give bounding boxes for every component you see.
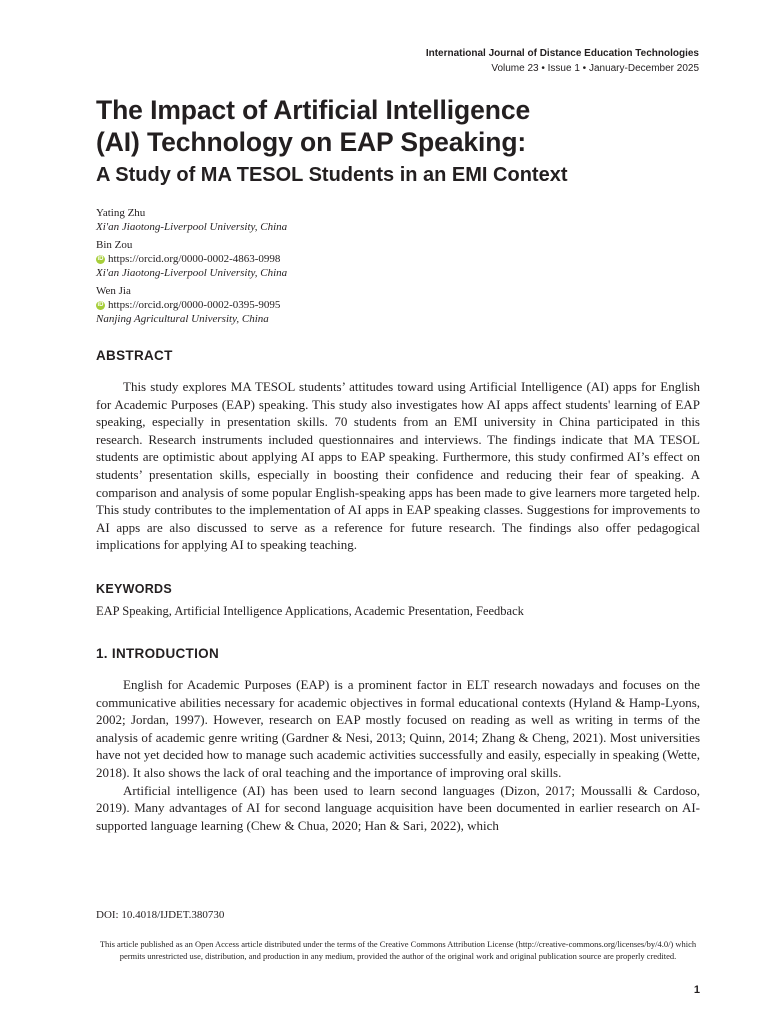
- introduction-heading: 1. INTRODUCTION: [96, 646, 220, 661]
- introduction-body: [96, 676, 700, 834]
- abstract-heading: ABSTRACT: [96, 348, 173, 363]
- orcid-url[interactable]: https://orcid.org/0000-0002-0395-9095: [108, 299, 281, 311]
- license-notice: This article published as an Open Access article distributed under the terms of the Creative Commons Attribution License (http://creative-commons.org/licenses/by/4.0/) which permits unrestricted use, distribution, and production in any medium, provided the author of the original work and original publication source are properly credited.: [99, 939, 697, 961]
- page-number: 1: [693, 984, 700, 996]
- orcid-icon: iD: [97, 255, 104, 262]
- author-entry: [96, 284, 696, 326]
- author-name: Bin Zou: [96, 239, 133, 251]
- introduction-paragraph: Artificial intelligence (AI) has been used to learn second languages (Dizon, 2017; Moussalli & Cardoso, 2019). Many advantages of AI for second language acquisition have been documented in earlier research on AI-supported language learning (Chew & Chua, 2020; Han & Sari, 2022), which: [96, 782, 700, 833]
- author-entry: [96, 206, 696, 234]
- author-name: Wen Jia: [96, 285, 131, 297]
- abstract-body: [96, 378, 700, 554]
- author-name: Yating Zhu: [96, 207, 146, 219]
- title-line-1: The Impact of Artificial Intelligence: [96, 95, 531, 125]
- author-list: [96, 206, 696, 330]
- author-affiliation: Xi'an Jiaotong-Liverpool University, China: [96, 221, 288, 233]
- title-block: [96, 94, 716, 188]
- title-line-2: (AI) Technology on EAP Speaking:: [96, 127, 527, 157]
- orcid-url[interactable]: https://orcid.org/0000-0002-4863-0998: [108, 253, 281, 265]
- orcid-link[interactable]: [96, 252, 696, 266]
- orcid-link[interactable]: [96, 298, 696, 312]
- journal-issue: Volume 23 • Issue 1 • January-December 2025: [491, 63, 699, 74]
- introduction-paragraph: English for Academic Purposes (EAP) is a prominent factor in ELT research nowadays and focuses on the communicative abilities necessary for academic objectives in formal educational contexts (Hyland & Hamp-Lyons, 2002; Jordan, 1997). However, research on EAP mostly focused on reading as well as writing in terms of the analysis of academic genre writing (Gardner & Nesi, 2013; Quinn, 2014; Zhang & Cheng, 2021). Most universities have not yet decided how to manage such academic activities successfully and easily, especially in speaking (Wette, 2018). It also shows the lack of oral teaching and the importance of improving oral skills.: [96, 677, 700, 780]
- abstract-paragraph: This study explores MA TESOL students’ attitudes toward using Artificial Intelligence (AI) apps for English for Academic Purposes (EAP) speaking. This study also investigates how AI apps affect students' learning of EAP speaking, especially in presentation skills. 70 students from an EMI university in China participated in this research. Research instruments included questionnaires and interviews. The findings indicate that MA TESOL students are optimistic about applying AI apps to EAP speaking. Furthermore, this study confirmed AI’s effect on students’ presentation skills, especially in boosting their confidence and reducing their fear of speaking. A comparison and analysis of some popular English-speaking apps has been made to give learners more targeted help. This study contributes to the implementation of AI apps in EAP speaking classes. Suggestions for improvements to AI apps are also discussed to serve as a reference for future research. The findings also offer pedagogical implications for applying AI to speaking teaching.: [96, 379, 700, 553]
- journal-header: [426, 46, 699, 76]
- keywords-list: EAP Speaking, Artificial Intelligence Applications, Academic Presentation, Feedback: [96, 604, 524, 618]
- author-affiliation: Xi'an Jiaotong-Liverpool University, China: [96, 267, 288, 279]
- subtitle: A Study of MA TESOL Students in an EMI Context: [96, 164, 568, 186]
- orcid-icon: iD: [97, 301, 104, 308]
- author-entry: [96, 238, 696, 280]
- doi[interactable]: DOI: 10.4018/IJDET.380730: [96, 909, 225, 921]
- keywords-heading: KEYWORDS: [96, 582, 173, 596]
- author-affiliation: Nanjing Agricultural University, China: [96, 313, 269, 325]
- journal-name: International Journal of Distance Education Technologies: [425, 48, 699, 59]
